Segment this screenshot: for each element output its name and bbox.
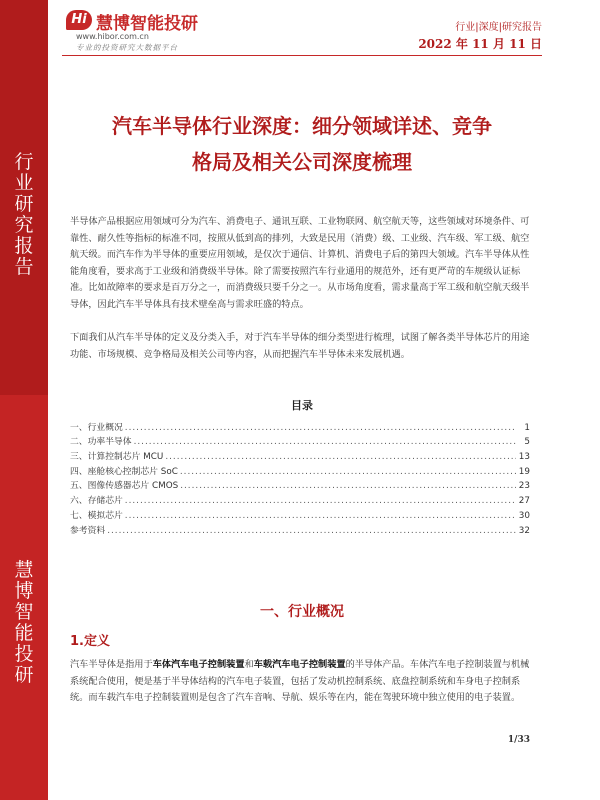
subsection-heading: 1.定义 bbox=[70, 634, 110, 649]
report-date: 2022 年 11 月 11 日 bbox=[418, 37, 542, 51]
toc-page-number: 23 bbox=[518, 481, 530, 492]
sidebar-char: 博 bbox=[14, 580, 34, 602]
sidebar-char: 行 bbox=[14, 151, 34, 173]
toc-row[interactable] bbox=[70, 477, 530, 492]
toc-label: 二、功率半导体 bbox=[70, 437, 132, 448]
toc-leader-dots bbox=[125, 496, 516, 506]
toc-page-number: 19 bbox=[518, 466, 530, 477]
sidebar-bottom-label bbox=[0, 560, 48, 686]
toc-row[interactable] bbox=[70, 521, 530, 536]
toc-leader-dots bbox=[165, 452, 516, 462]
table-of-contents bbox=[70, 418, 530, 536]
header-divider bbox=[62, 55, 542, 56]
toc-leader-dots bbox=[134, 437, 516, 447]
toc-page-number: 1 bbox=[524, 422, 530, 433]
sidebar-char: 慧 bbox=[14, 559, 34, 581]
report-category: 行业|深度|研究报告 bbox=[455, 22, 542, 33]
toc-leader-dots bbox=[180, 481, 516, 491]
definition-bold-1: 车体汽车电子控制装置 bbox=[152, 659, 245, 670]
toc-row[interactable] bbox=[70, 506, 530, 521]
intro-paragraph-2: 下面我们从汽车半导体的定义及分类入手，对于汽车半导体的细分类型进行梳理，试图了解各类半导体芯片的用途功能、市场规模、竞争格局及相关公司等内容，从而把握汽车半导体未来发展机遇。 bbox=[70, 332, 530, 360]
title-line-2: 格局及相关公司深度梳理 bbox=[192, 150, 412, 174]
toc-page-number: 13 bbox=[518, 452, 530, 463]
toc-label: 五、图像传感器芯片 CMOS bbox=[70, 481, 179, 492]
sidebar-char: 研 bbox=[14, 664, 34, 686]
slogan: 专业的投资研究大数据平台 bbox=[76, 43, 178, 52]
definition-bold-2: 车载汽车电子控制装置 bbox=[253, 659, 346, 670]
intro-paragraph-1: 半导体产品根据应用领域可分为汽车、消费电子、通讯互联、工业物联网、航空航天等，这些领域对环境条件、可靠性、耐久性等指标的标准不同，按照从低到高的排列，大致是民用（消费）级、工业级、汽车级、军工级、航空航天级。而汽车作为半导体的重要应用领域，是仅次于通信、计算机、消费电子后的第四大领域。汽车半导体从性能角度看，要求高于工业级和消费级半导体。除了需要按照汽车行业通用的规范外，还有更严苛的车规级认证标准。比如故障率的要求是百万分之一，而消费级只要千分之一。从市场角度看，需求量高于军工级和航空航天级半导体，因此汽车半导体具有技术壁垒高与需求旺盛的特点。 bbox=[70, 216, 530, 310]
page-number: 1/33 bbox=[507, 735, 530, 745]
toc-title: 目录 bbox=[291, 399, 313, 412]
definition-text-pre: 汽车半导体是指用于 bbox=[70, 659, 153, 670]
toc-label: 三、计算控制芯片 MCU bbox=[70, 452, 164, 463]
sidebar-char: 投 bbox=[14, 643, 34, 665]
toc-row[interactable] bbox=[70, 491, 530, 506]
toc-label: 四、座舱核心控制芯片 SoC bbox=[70, 466, 178, 477]
toc-label: 参考资料 bbox=[70, 525, 106, 536]
definition-text-post: 的半导体产品。车体汽车电子控制装置与机械系统配合使用，便是基于半导体结构的汽车电子装置，包括了发动机控制系统、底盘控制系统和车身电子控制系统。而车载汽车电子控制装置则是包含了汽车音响、导航、娱乐等在内，能在驾驶环境中独立使用的电子装置。 bbox=[70, 659, 530, 703]
toc-leader-dots bbox=[107, 526, 516, 536]
toc-page-number: 32 bbox=[518, 525, 530, 536]
sidebar bbox=[0, 0, 48, 800]
site-url: www.hibor.com.cn bbox=[76, 32, 149, 41]
toc-page-number: 27 bbox=[518, 496, 530, 507]
definition-text-mid: 和 bbox=[244, 659, 254, 670]
logo-text: 慧博智能投研 bbox=[96, 14, 198, 34]
toc-row[interactable] bbox=[70, 447, 530, 462]
sidebar-char: 报 bbox=[14, 235, 34, 257]
sidebar-char: 告 bbox=[14, 256, 34, 278]
toc-leader-dots bbox=[180, 467, 516, 477]
toc-label: 七、模拟芯片 bbox=[70, 510, 123, 521]
sidebar-top-label bbox=[0, 152, 48, 278]
toc-label: 六、存储芯片 bbox=[70, 496, 123, 507]
sidebar-char: 能 bbox=[14, 622, 34, 644]
toc-label: 一、行业概况 bbox=[70, 422, 123, 433]
sidebar-char: 智 bbox=[14, 601, 34, 623]
toc-page-number: 5 bbox=[524, 437, 530, 448]
toc-leader-dots bbox=[125, 511, 516, 521]
sidebar-char: 业 bbox=[14, 172, 34, 194]
page-header bbox=[62, 8, 542, 54]
toc-row[interactable] bbox=[70, 462, 530, 477]
sidebar-char: 究 bbox=[14, 214, 34, 236]
logo-icon: Hi bbox=[66, 10, 92, 30]
toc-row[interactable] bbox=[70, 418, 530, 433]
sidebar-char: 研 bbox=[14, 193, 34, 215]
toc-page-number: 30 bbox=[518, 510, 530, 521]
report-title bbox=[62, 108, 542, 180]
toc-leader-dots bbox=[125, 423, 516, 433]
section-heading: 一、行业概况 bbox=[260, 604, 344, 620]
definition-paragraph bbox=[70, 657, 536, 707]
title-line-1: 汽车半导体行业深度：细分领域详述、竞争 bbox=[112, 114, 492, 138]
toc-row[interactable] bbox=[70, 433, 530, 448]
